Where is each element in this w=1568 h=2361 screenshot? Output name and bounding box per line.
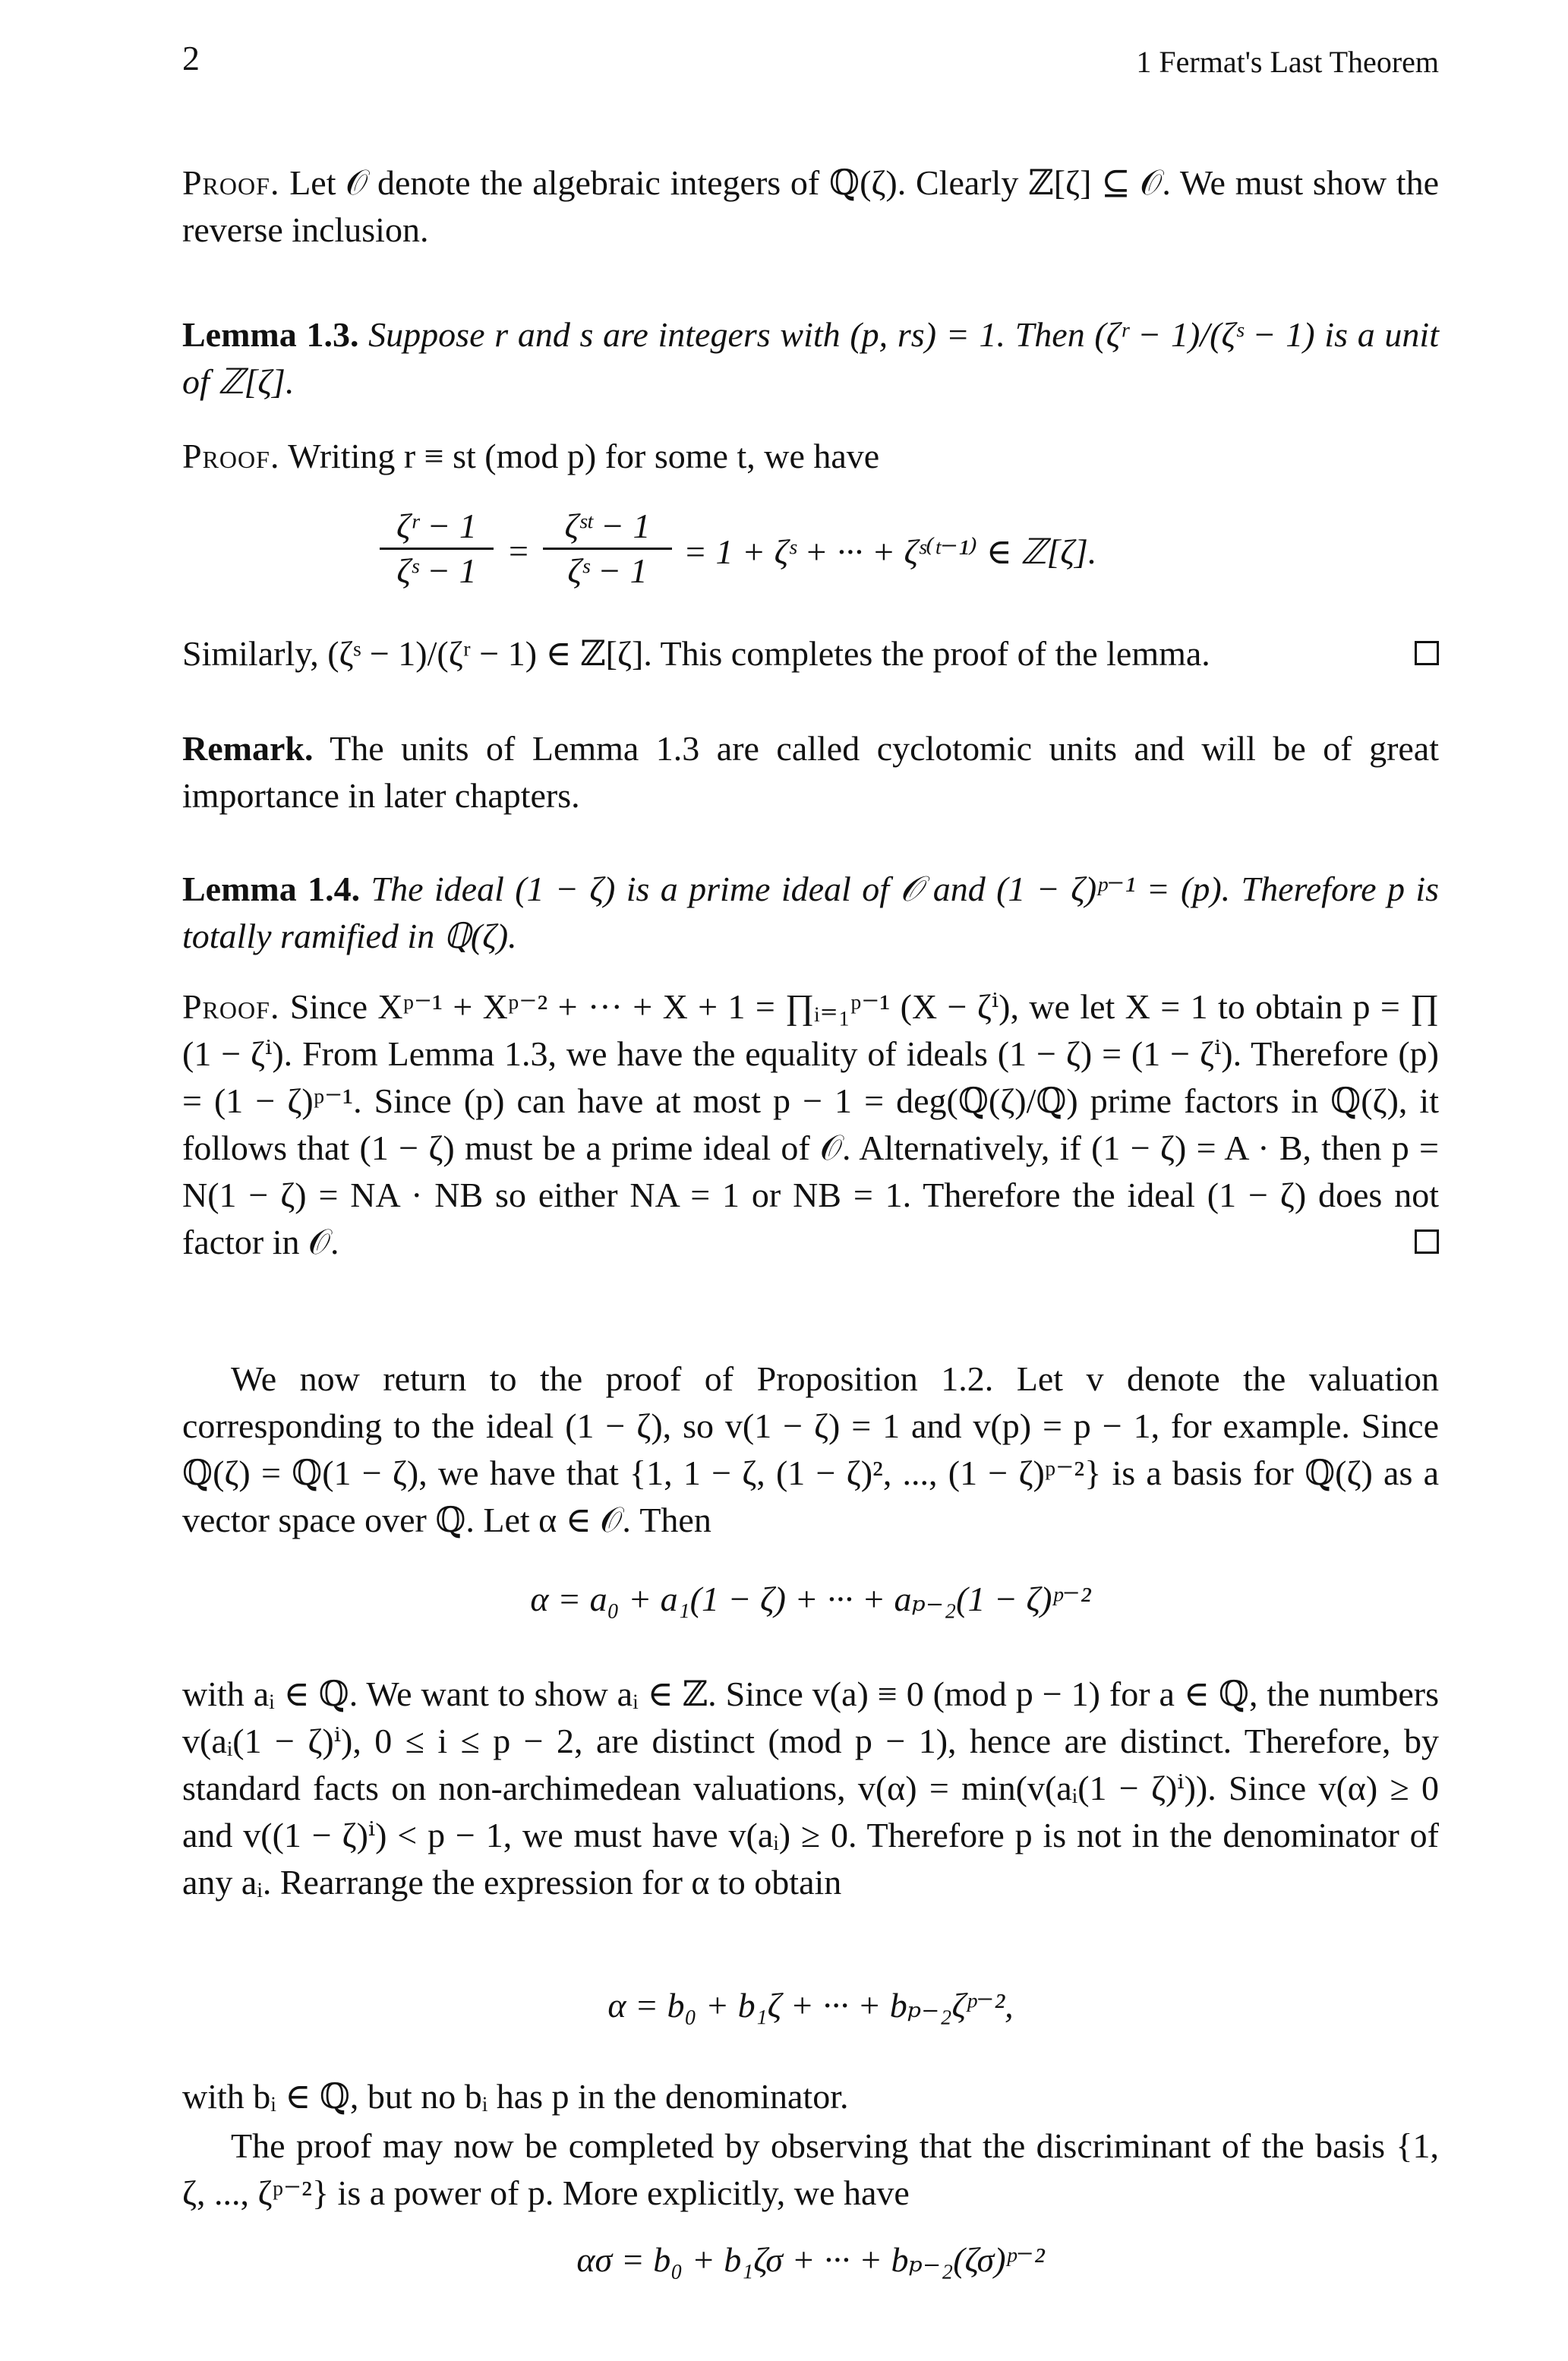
display-equation-fraction bbox=[380, 505, 1367, 611]
qed-box-icon bbox=[1415, 641, 1439, 665]
proof-paragraph-2 bbox=[182, 433, 1439, 480]
equals-sign: = bbox=[509, 532, 528, 570]
display-equation-alpha-sigma: ασ = b₀ + b₁ζσ + ··· + bₚ₋₂(ζσ)ᵖ⁻² bbox=[576, 2240, 1045, 2279]
proof-label: Proof. bbox=[182, 437, 280, 475]
proof-paragraph-4 bbox=[182, 983, 1439, 1266]
body-text: with aᵢ ∈ ℚ. We want to show aᵢ ∈ ℤ. Since v(a) ≡ 0 (mod p − 1) for a ∈ ℚ, the numbers v(aᵢ(1 − ζ)ⁱ), 0 ≤ i ≤ p − 2, are distinct (mod p − 1), hence are distinct. Therefore, by standard facts on non-archimedean valuations, v(α) = min(v(aᵢ(1 − ζ)ⁱ)). Since v(α) ≥ 0 and v((1 − ζ)ⁱ) < p − 1, we must have v(aᵢ) ≥ 0. Therefore p is not in the denominator of any aᵢ. Rearrange the expression for α to obtain bbox=[182, 1674, 1439, 1902]
remark-paragraph bbox=[182, 725, 1439, 819]
proof-text: Similarly, (ζˢ − 1)/(ζʳ − 1) ∈ ℤ[ζ]. This completes the proof of the lemma. bbox=[182, 634, 1210, 673]
fraction-denominator: ζˢ − 1 bbox=[396, 551, 477, 590]
lemma-statement: Suppose r and s are integers with (p, rs) = 1. Then (ζʳ − 1)/(ζˢ − 1) is a unit of ℤ[ζ]. bbox=[182, 315, 1439, 401]
proof-text: Since Xᵖ⁻¹ + Xᵖ⁻² + ··· + X + 1 = ∏ᵢ₌₁ᵖ⁻¹ (X − ζⁱ), we let X = 1 to obtain p = ∏ (1 − ζⁱ). From Lemma 1.3, we have the equality of ideals (1 − ζ) = (1 − ζⁱ). Therefore (p) = (1 − ζ)ᵖ⁻¹. Since (p) can have at most p − 1 = deg(ℚ(ζ)/ℚ) prime factors in ℚ(ζ), it follows that (1 − ζ) must be a prime ideal of 𝒪. Alternatively, if (1 − ζ) = A · B, then p = N(1 − ζ) = NA · NB so either NA = 1 or NB = 1. Therefore the ideal (1 − ζ) does not factor in 𝒪. bbox=[182, 987, 1439, 1261]
body-paragraph-5 bbox=[182, 1356, 1439, 1544]
remark-text: The units of Lemma 1.3 are called cyclotomic units and will be of great importance in later chapters. bbox=[182, 729, 1440, 815]
fraction-numerator: ζˢᵗ − 1 bbox=[543, 505, 672, 550]
fraction-2 bbox=[543, 505, 672, 592]
body-text: We now return to the proof of Proposition 1.2. Let v denote the valuation corresponding to the ideal (1 − ζ), so v(1 − ζ) = 1 and v(p) = p − 1, for example. Since ℚ(ζ) = ℚ(1 − ζ), we have that {1, 1 − ζ, (1 − ζ)², ..., (1 − ζ)ᵖ⁻²} is a basis for ℚ(ζ) as a vector space over ℚ. Let α ∈ 𝒪. Then bbox=[182, 1359, 1439, 1539]
lemma-label: Lemma 1.3. bbox=[182, 315, 359, 354]
lemma-1-4 bbox=[182, 866, 1439, 960]
page-number: 2 bbox=[182, 39, 200, 77]
body-paragraph-7 bbox=[182, 2073, 1439, 2120]
page-header bbox=[182, 38, 1439, 84]
proof-text: Let 𝒪 denote the algebraic integers of ℚ(ζ). Clearly ℤ[ζ] ⊆ 𝒪. We must show the reverse inclusion. bbox=[182, 163, 1439, 249]
display-equation-alpha-b: α = b₀ + b₁ζ + ··· + bₚ₋₂ζᵖ⁻², bbox=[607, 1986, 1014, 2025]
proof-label: Proof. bbox=[182, 987, 280, 1026]
proof-text: Writing r ≡ st (mod p) for some t, we have bbox=[288, 437, 880, 475]
display-equation-alpha-a: α = a₀ + a₁(1 − ζ) + ··· + aₚ₋₂(1 − ζ)ᵖ⁻² bbox=[530, 1580, 1091, 1618]
proof-paragraph-1 bbox=[182, 159, 1439, 254]
lemma-1-3 bbox=[182, 311, 1439, 406]
body-paragraph-8 bbox=[182, 2123, 1439, 2217]
lemma-statement: The ideal (1 − ζ) is a prime ideal of 𝒪 and (1 − ζ)ᵖ⁻¹ = (p). Therefore p is totally ramified in ℚ(ζ). bbox=[182, 870, 1440, 955]
body-paragraph-6 bbox=[182, 1671, 1439, 1906]
body-text: with bᵢ ∈ ℚ, but no bᵢ has p in the denominator. bbox=[182, 2077, 849, 2116]
remark-label: Remark. bbox=[182, 729, 314, 768]
body-text: The proof may now be completed by observing that the discriminant of the basis {1, ζ, ..., ζᵖ⁻²} is a power of p. More explicitly, we have bbox=[182, 2126, 1439, 2212]
qed-box-icon bbox=[1415, 1229, 1439, 1254]
fraction-1 bbox=[380, 505, 494, 592]
running-head: 1 Fermat's Last Theorem bbox=[1136, 45, 1439, 79]
lemma-label: Lemma 1.4. bbox=[182, 870, 361, 908]
fraction-numerator: ζʳ − 1 bbox=[380, 505, 494, 550]
proof-label: Proof. bbox=[182, 163, 280, 202]
fraction-denominator: ζˢ − 1 bbox=[567, 551, 648, 590]
proof-paragraph-3 bbox=[182, 630, 1439, 677]
equation-rest: = 1 + ζˢ + ··· + ζˢ⁽ᵗ⁻¹⁾ ∈ ℤ[ζ]. bbox=[683, 532, 1097, 571]
